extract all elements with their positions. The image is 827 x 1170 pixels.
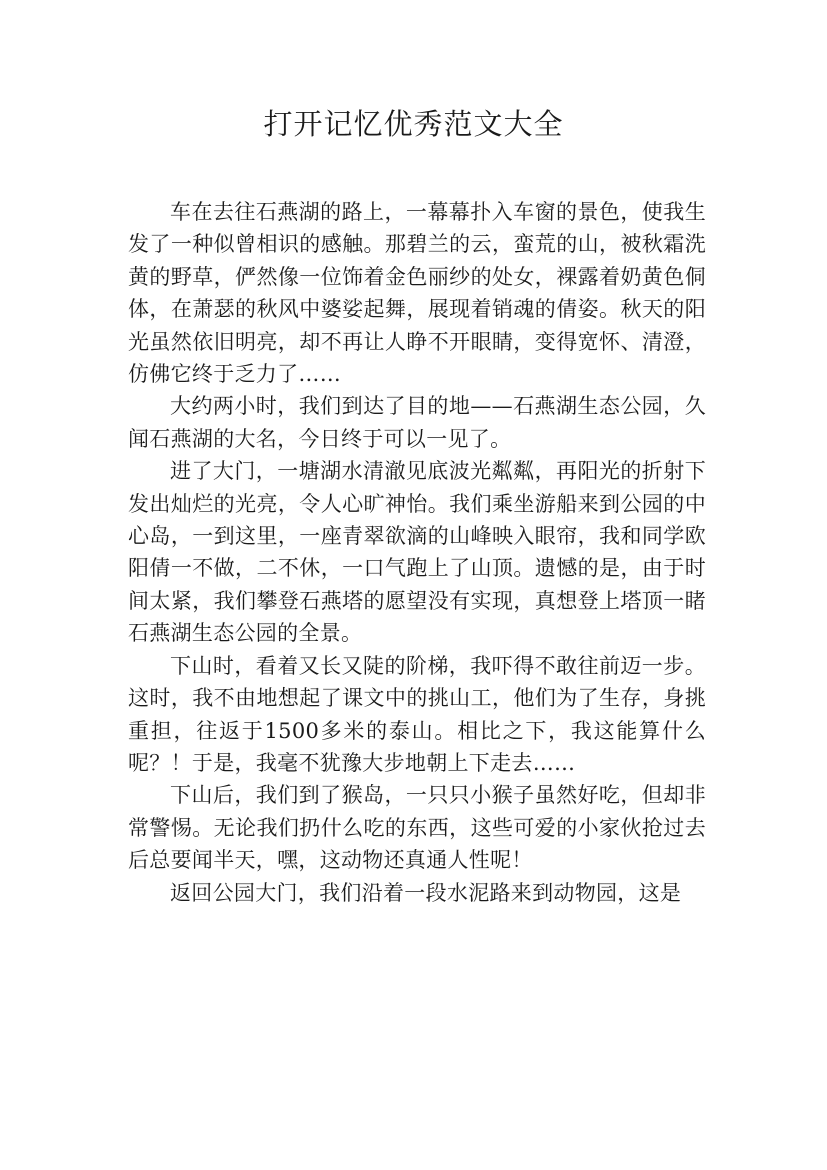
- paragraph: 下山时，看着又长又陡的阶梯，我吓得不敢往前迈一步。这时，我不由地想起了课文中的挑山工，他们为了生存，身挑重担，往返于1500多米的泰山。相比之下，我这能算什么呢？！于是，我毫不犹豫大步地朝上下走去……: [128, 653, 706, 775]
- document-title: 打开记忆优秀范文大全: [263, 107, 564, 141]
- paragraph: 返回公园大门，我们沿着一段水泥路来到动物园，这是: [170, 880, 682, 905]
- paragraph: 进了大门，一塘湖水清澈见底波光粼粼，再阳光的折射下发出灿烂的光亮，令人心旷神怡。我们乘坐游船来到公园的中心岛，一到这里，一座青翠欲滴的山峰映入眼帘，我和同学欧阳倩一不做，二不休，一口气跑上了山顶。遗憾的是，由于时间太紧，我们攀登石燕塔的愿望没有实现，真想登上塔顶一睹石燕湖生态公园的全景。: [128, 459, 706, 646]
- paragraph: 下山后，我们到了猴岛，一只只小猴子虽然好吃，但却非常警惕。无论我们扔什么吃的东西，这些可爱的小家伙抢过去后总要闻半天，嘿，这动物还真通人性呢！: [128, 783, 706, 873]
- paragraph: 大约两小时，我们到达了目的地——石燕湖生态公园，久闻石燕湖的大名，今日终于可以一见了。: [128, 394, 706, 451]
- paragraph: 车在去往石燕湖的路上，一幕幕扑入车窗的景色，使我生发了一种似曾相识的感触。那碧兰的云，蛮荒的山，被秋霜洗黄的野草，俨然像一位饰着金色丽纱的处女，裸露着奶黄色侗体，在萧瑟的秋风中婆娑起舞，展现着销魂的倩姿。秋天的阳光虽然依旧明亮，却不再让人睁不开眼睛，变得宽怀、清澄，仿佛它终于乏力了……: [128, 200, 706, 387]
- document-body: [128, 196, 706, 909]
